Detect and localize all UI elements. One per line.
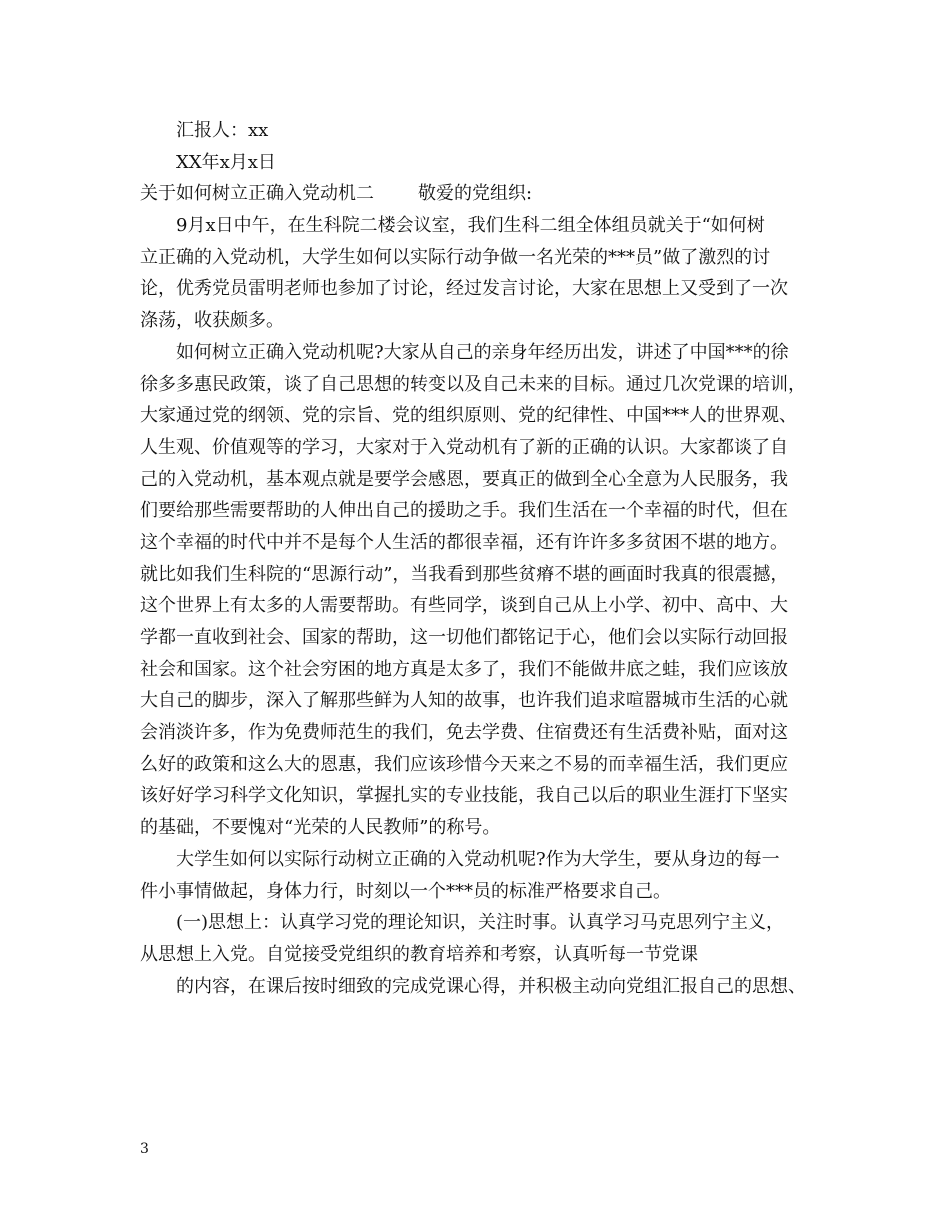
page-number: 3 xyxy=(140,1141,149,1157)
text-line: 这个幸福的时代中并不是每个人生活的都很幸福，还有许许多多贫困不堪的地方。 xyxy=(140,531,788,553)
text-line: 如何树立正确入党动机呢?大家从自己的亲身年经历出发，讲述了中国***的徐 xyxy=(176,341,789,363)
text-line: 么好的政策和这么大的恩惠，我们应该珍惜今天来之不易的而幸福生活，我们更应 xyxy=(140,753,788,775)
text-line: 该好好学习科学文化知识，掌握扎实的专业技能，我自己以后的职业生涯打下坚实 xyxy=(140,785,788,807)
text-line: 就比如我们生科院的“思源行动”，当我看到那些贫瘠不堪的画面时我真的很震撼， xyxy=(140,563,789,585)
text-line: 徐多多惠民政策，谈了自己思想的转变以及自己未来的目标。通过几次党课的培训， xyxy=(140,373,806,395)
heading-line xyxy=(140,178,820,210)
text-line: 从思想上入党。自觉接受党组织的教育培养和考察，认真听每一节党课 xyxy=(140,943,698,965)
text-line: (一)思想上：认真学习党的理论知识，关注时事。认真学习马克思列宁主义， xyxy=(176,912,785,934)
text-line: 论，优秀党员雷明老师也参加了讨论，经过发言讨论，大家在思想上又受到了一次 xyxy=(140,278,788,300)
salutation: 敬爱的党组织: xyxy=(418,183,533,205)
text-line: 学都一直收到社会、国家的帮助，这一切他们都铭记于心，他们会以实际行动回报 xyxy=(140,627,788,648)
text-line: 们要给那些需要帮助的人伸出自己的援助之手。我们生活在一个幸福的时代，但在 xyxy=(140,500,788,522)
text-line: 的内容，在课后按时细致的完成党课心得，并积极主动向党组汇报自己的思想、 xyxy=(176,975,806,997)
text-line: 大学生如何以实际行动树立正确的入党动机呢?作为大学生，要从身边的每一 xyxy=(176,848,780,870)
date-line: XX年x月x日 xyxy=(176,151,276,173)
paragraph-lines xyxy=(140,210,820,1002)
text-line: 9月x日中午，在生科院二楼会议室，我们生科二组全体组员就关于“如何树 xyxy=(176,215,765,237)
document-body xyxy=(140,115,820,1002)
text-line: 大家通过党的纲领、党的宗旨、党的组织原则、党的纪律性、中国***人的世界观、 xyxy=(140,405,797,427)
text-line: 这个世界上有太多的人需要帮助。有些同学，谈到自己从上小学、初中、高中、大 xyxy=(140,595,788,617)
text-line: 件小事情做起，身体力行，时刻以一个***员的标准严格要求自己。 xyxy=(140,880,671,902)
reporter-line: 汇报人：xx xyxy=(176,120,269,141)
text-line: 的基础，不要愧对“光荣的人民教师”的称号。 xyxy=(140,817,501,839)
text-line: 大自己的脚步，深入了解那些鲜为人知的故事，也许我们追求喧嚣城市生活的心就 xyxy=(140,690,788,712)
document-title: 关于如何树立正确入党动机二 xyxy=(140,183,374,205)
text-line: 涤荡，收获颇多。 xyxy=(140,310,284,332)
text-line: 会消淡许多，作为免费师范生的我们，免去学费、住宿费还有生活费补贴，面对这 xyxy=(140,722,788,744)
text-line: 社会和国家。这个社会穷困的地方真是太多了，我们不能做井底之蛙，我们应该放 xyxy=(140,658,788,680)
text-line: 人生观、价值观等的学习，大家对于入党动机有了新的正确的认识。大家都谈了自 xyxy=(140,436,788,458)
text-line: 己的入党动机，基本观点就是要学会感恩，要真正的做到全心全意为人民服务，我 xyxy=(140,468,788,490)
text-line: 立正确的入党动机，大学生如何以实际行动争做一名光荣的***员”做了激烈的讨 xyxy=(140,246,771,268)
